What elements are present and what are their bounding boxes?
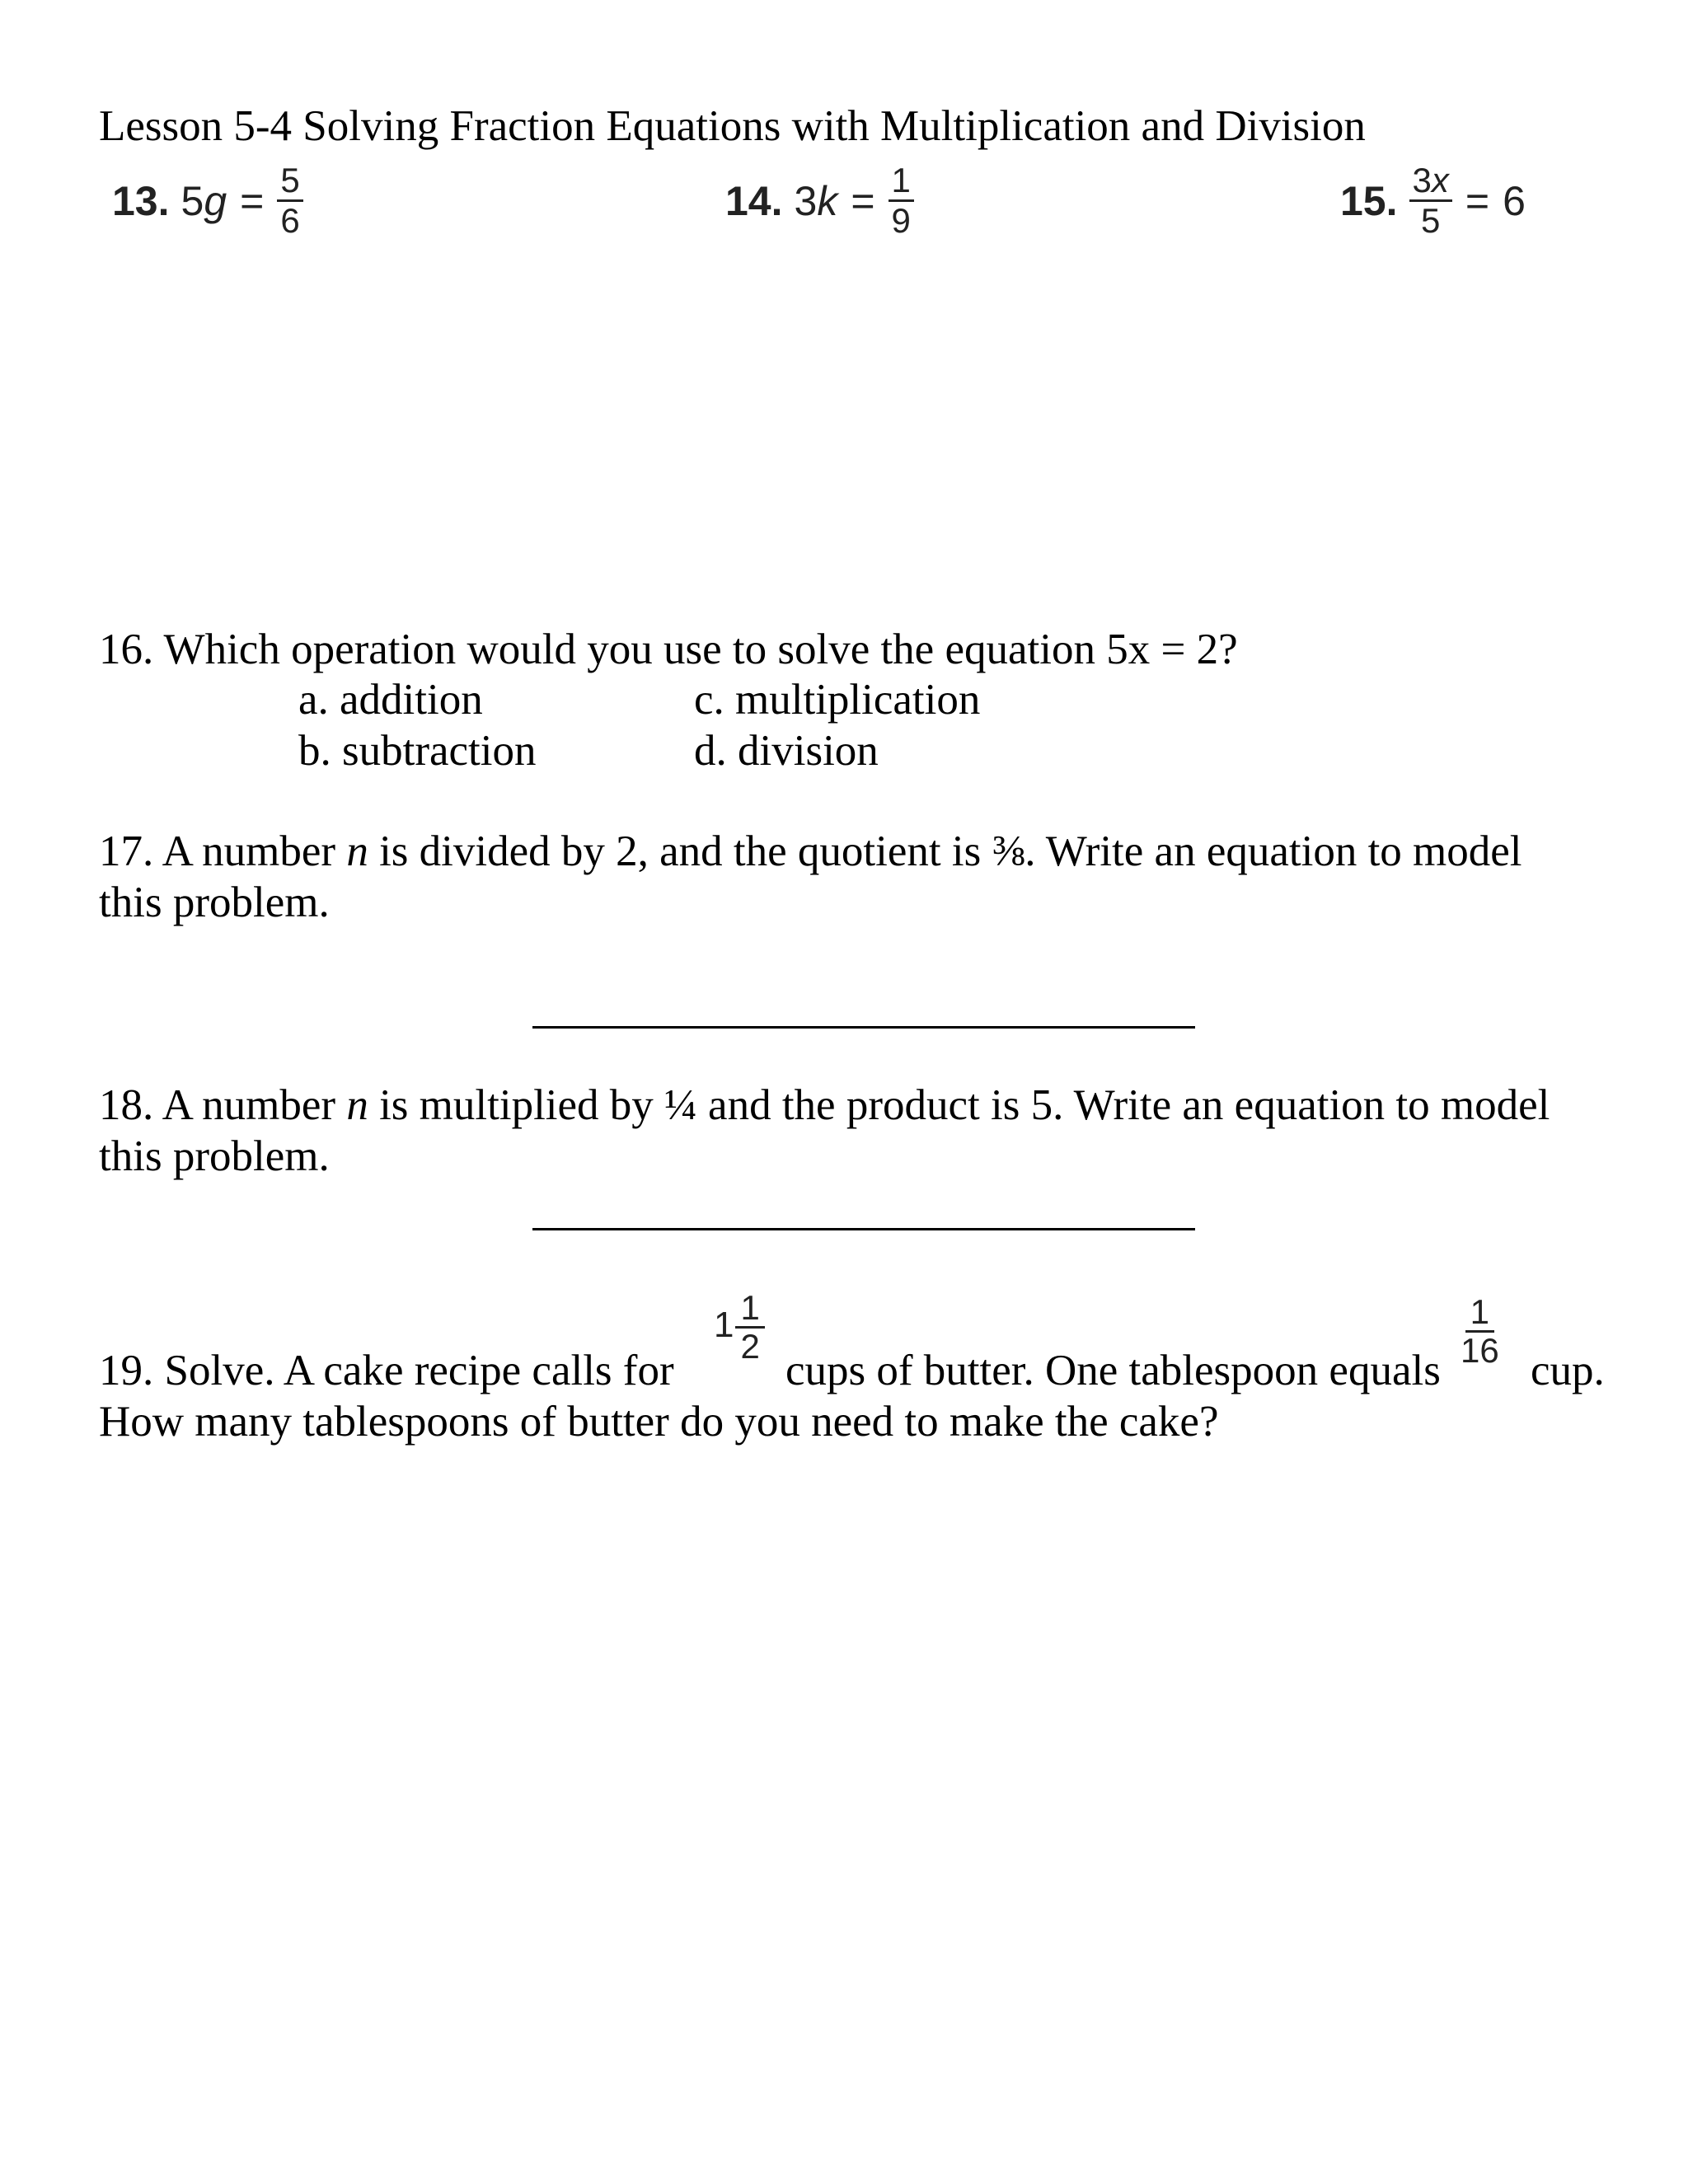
numerator-coefficient: 3 [1412,161,1432,199]
choice-c: c. multiplication [694,676,981,724]
equals-sign: = [851,177,875,224]
question-18-suffix: is multiplied by ¼ and the product is 5. Write an equation to model [368,1081,1550,1129]
equals-sign: = [1465,177,1490,224]
coefficient: 5 [181,177,204,224]
numerator: 1 [735,1290,764,1329]
problem-number: 13. [112,177,170,224]
page-title: Lesson 5-4 Solving Fraction Equations with Multiplication and Division [99,102,1366,150]
problem-number: 14. [725,177,783,224]
denominator: 16 [1461,1331,1499,1370]
mixed-whole: 1 [714,1304,734,1345]
choice-d: d. division [694,727,879,775]
numerator [1409,162,1452,202]
answer-line-17[interactable] [532,1026,1195,1029]
question-19-part3: cup. [1531,1347,1605,1394]
answer-line-18[interactable] [532,1228,1195,1230]
fraction [889,162,914,240]
variable-n: n [346,1081,368,1129]
numerator: 1 [889,162,914,202]
numerator: 5 [277,162,302,202]
equation-13 [112,162,303,240]
mixed-number [714,1290,765,1365]
variable: k [817,177,838,224]
question-17-line2: this problem. [99,879,330,926]
fraction [1461,1294,1499,1369]
numerator: 1 [1465,1294,1494,1333]
equals-sign: = [240,177,265,224]
question-19-part2: cups of butter. One tablespoon equals [785,1347,1441,1394]
question-17 [99,826,1522,877]
fraction [277,162,302,240]
equation-15 [1340,162,1526,240]
variable: g [204,177,227,224]
denominator: 5 [1421,201,1441,240]
variable-n: n [346,827,368,875]
denominator: 2 [740,1327,760,1366]
coefficient: 3 [794,177,818,224]
problem-number: 15. [1340,177,1398,224]
question-16: 16. Which operation would you use to solve the equation 5x = 2? [99,626,1238,673]
denominator: 6 [280,201,300,240]
question-18-line2: this problem. [99,1132,330,1180]
question-19-part1: 19. Solve. A cake recipe calls for [99,1347,674,1394]
question-19-line2: How many tablespoons of butter do you need to make the cake? [99,1398,1219,1446]
choice-b: b. subtraction [298,727,537,775]
fraction [735,1290,764,1365]
question-18-prefix: 18. A number [99,1081,347,1129]
equation-14 [725,162,914,240]
right-hand-side: 6 [1503,177,1526,224]
question-17-suffix: is divided by 2, and the quotient is ⅜. Write an equation to model [368,827,1522,875]
fraction [1409,162,1452,240]
question-17-prefix: 17. A number [99,827,347,875]
question-18 [99,1080,1550,1131]
choice-a: a. addition [298,676,483,724]
denominator: 9 [891,201,911,240]
numerator-variable: x [1431,161,1449,199]
